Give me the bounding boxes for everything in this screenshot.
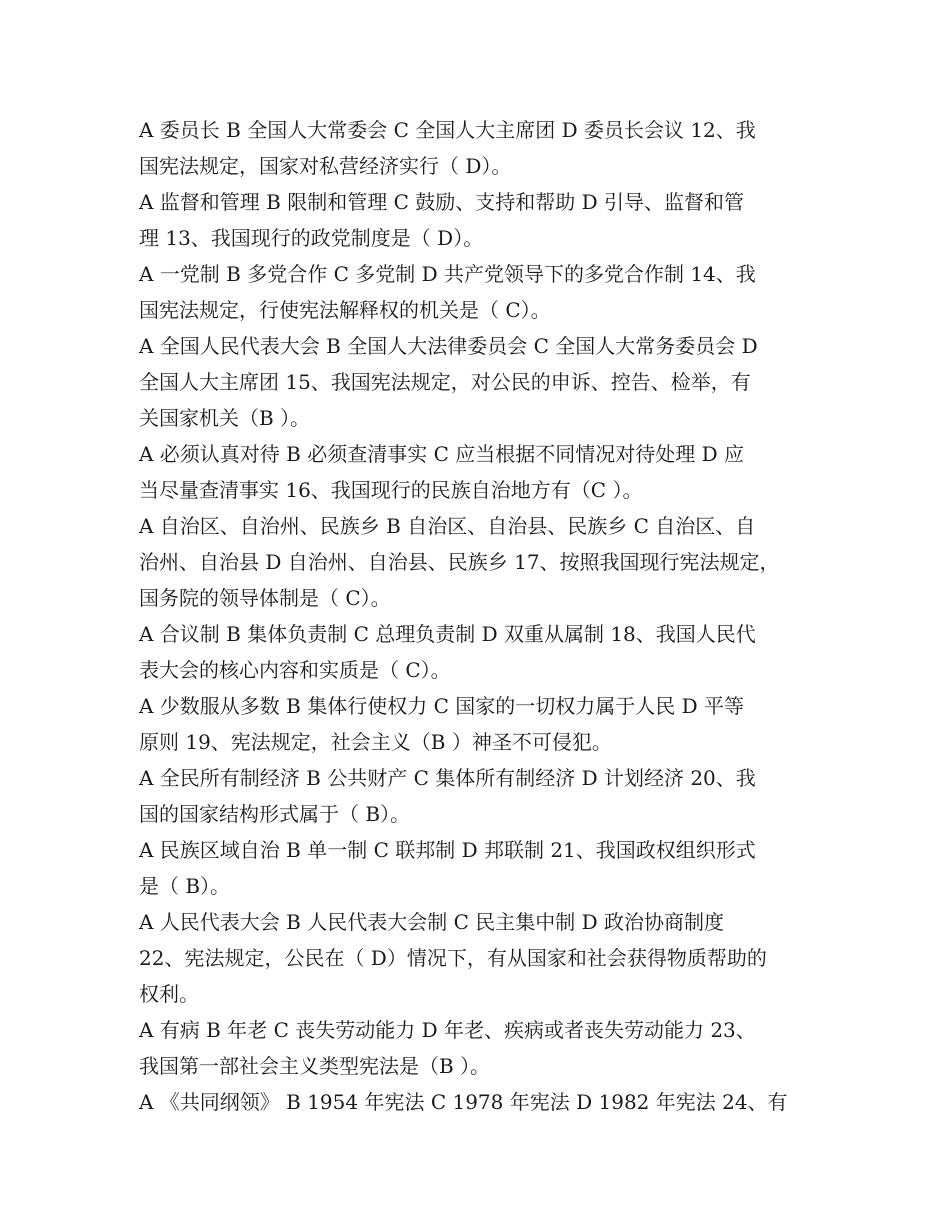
text-line: A 一党制 B 多党合作 C 多党制 D 共产党领导下的多党合作制 14、我 (139, 262, 756, 286)
text-line: 权利。 (139, 982, 199, 1006)
text-line: 全国人大主席团 15、我国宪法规定，对公民的申诉、控告、检举，有 (139, 370, 751, 394)
text-line: 理 13、我国现行的政党制度是（ D）。 (139, 226, 484, 250)
text-line: 国宪法规定，行使宪法解释权的机关是（ C）。 (139, 298, 551, 322)
text-line: A 有病 B 年老 C 丧失劳动能力 D 年老、疾病或者丧失劳动能力 23、 (139, 1018, 756, 1042)
text-line: 原则 19、宪法规定，社会主义（B ）神圣不可侵犯。 (139, 730, 612, 754)
text-line: A 全民所有制经济 B 公共财产 C 集体所有制经济 D 计划经济 20、我 (139, 766, 756, 790)
text-line: 当尽量查清事实 16、我国现行的民族自治地方有（C ）。 (139, 478, 643, 502)
text-line: A 自治区、自治州、民族乡 B 自治区、自治县、民族乡 C 自治区、自 (139, 514, 756, 538)
text-line: A 合议制 B 集体负责制 C 总理负责制 D 双重从属制 18、我国人民代 (139, 622, 756, 646)
text-line: A 人民代表大会 B 人民代表大会制 C 民主集中制 D 政治协商制度 (139, 910, 724, 934)
text-line: A 《共同纲领》 B 1954 年宪法 C 1978 年宪法 D 1982 年宪法 24、有 (139, 1090, 788, 1114)
document-text (139, 112, 819, 1120)
text-line: 我国第一部社会主义类型宪法是（B ）。 (139, 1054, 491, 1078)
text-line: 国的国家结构形式属于（ B）。 (139, 802, 411, 826)
text-line: 22、宪法规定，公民在（ D）情况下，有从国家和社会获得物质帮助的 (139, 946, 767, 970)
text-line: 国宪法规定，国家对私营经济实行（ D）。 (139, 154, 512, 178)
text-line: A 全国人民代表大会 B 全国人大法律委员会 C 全国人大常务委员会 D (139, 334, 758, 358)
text-line: 治州、自治县 D 自治州、自治县、民族乡 17、按照我国现行宪法规定， (139, 550, 780, 574)
text-line: 表大会的核心内容和实质是（ C）。 (139, 658, 451, 682)
text-line: A 少数服从多数 B 集体行使权力 C 国家的一切权力属于人民 D 平等 (139, 694, 744, 718)
text-line: 关国家机关（B ）。 (139, 406, 311, 430)
text-line: A 监督和管理 B 限制和管理 C 鼓励、支持和帮助 D 引导、监督和管 (139, 190, 744, 214)
text-line: 是（ B）。 (139, 874, 231, 898)
text-line: 国务院的领导体制是（ C）。 (139, 586, 391, 610)
text-line: A 必须认真对待 B 必须查清事实 C 应当根据不同情况对待处理 D 应 (139, 442, 744, 466)
text-line: A 民族区域自治 B 单一制 C 联邦制 D 邦联制 21、我国政权组织形式 (139, 838, 756, 862)
text-line: A 委员长 B 全国人大常委会 C 全国人大主席团 D 委员长会议 12、我 (139, 118, 756, 142)
